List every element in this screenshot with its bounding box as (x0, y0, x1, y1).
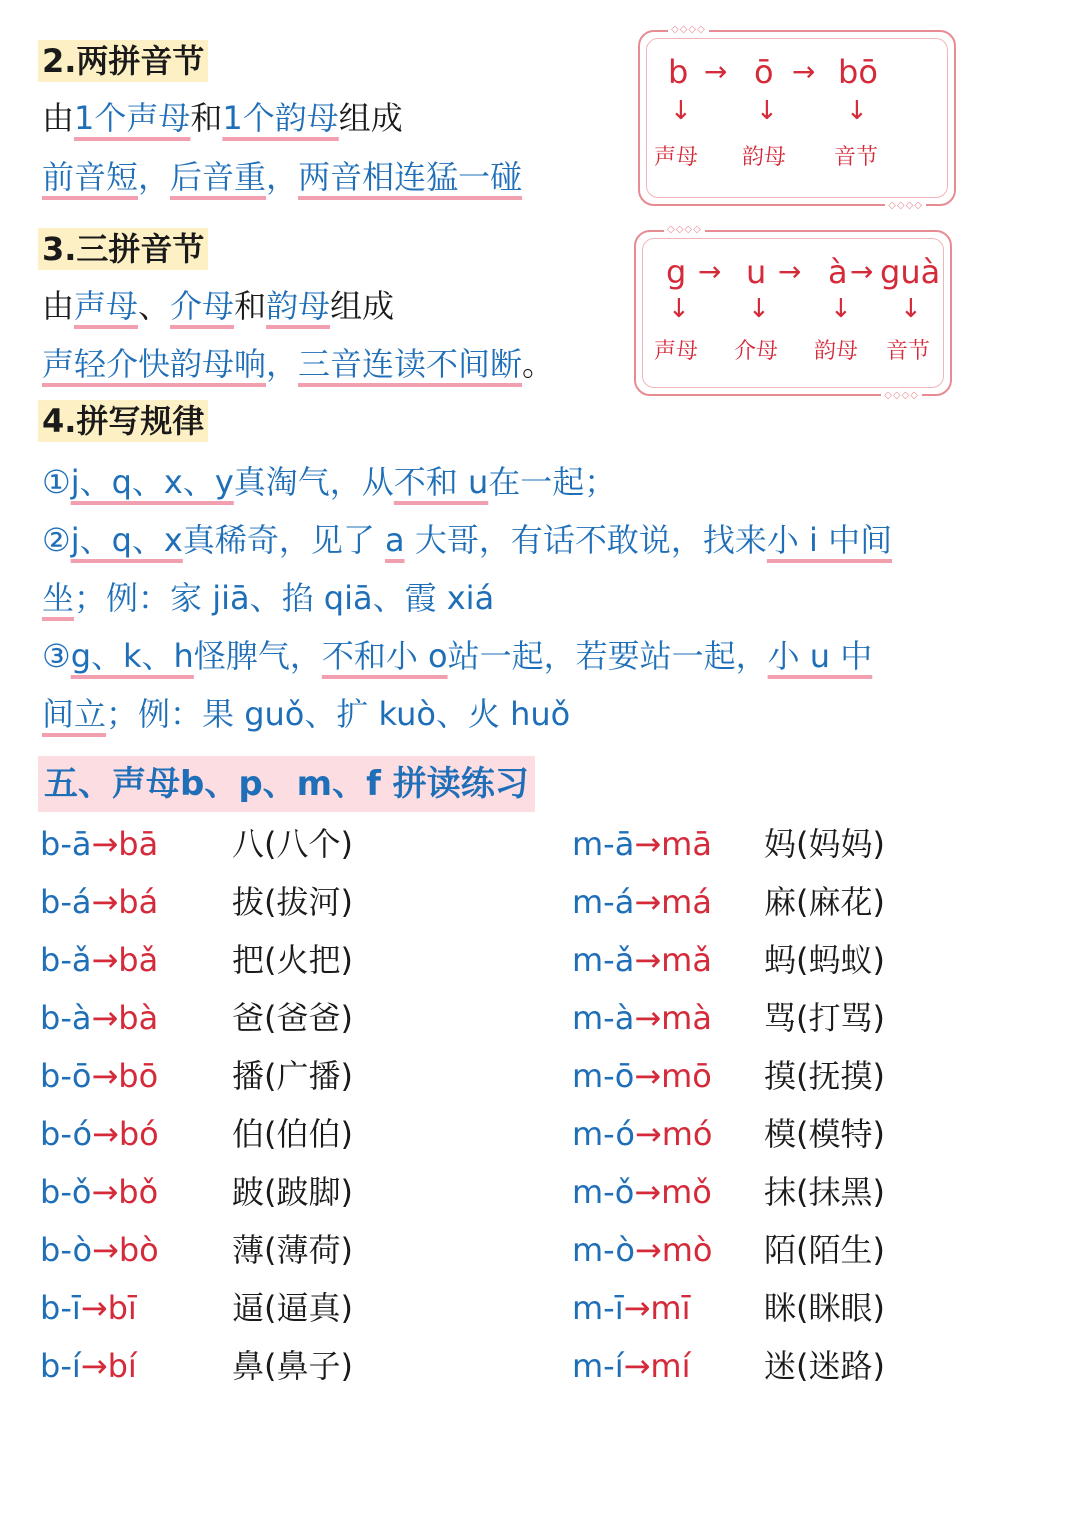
pinyin-final: ō (754, 53, 774, 91)
rule-2 (42, 518, 892, 562)
syllable: má (661, 883, 712, 921)
tone-final: -ō (60, 1057, 92, 1095)
initial: m (572, 941, 604, 979)
tone-final: -ǎ (603, 941, 635, 979)
text: 。 (522, 345, 555, 383)
initial: b (40, 825, 61, 863)
label-syllable: 音节 (886, 339, 931, 364)
highlight: 1个韵母 (222, 99, 339, 137)
tone-final: -ò (603, 1231, 635, 1269)
text: 和 (190, 99, 223, 137)
arrow-right-icon: → (634, 941, 662, 979)
arrow-right-icon: → (91, 883, 119, 921)
text: 真淘气，从 (233, 463, 394, 501)
highlight: 声母 (74, 287, 139, 325)
text: 怪脾气， (193, 637, 322, 675)
practice-word: 骂(打骂) (764, 999, 885, 1037)
initial: b (40, 883, 61, 921)
text: 、 (138, 287, 171, 325)
arrow-right-icon: → (91, 1057, 119, 1095)
rule-1 (42, 460, 616, 504)
tone-final: -ā (60, 825, 92, 863)
highlight: 小 u 中 (767, 637, 873, 675)
initial: b (40, 1289, 61, 1327)
initial: m (572, 1173, 604, 1211)
highlight: 间立 (42, 695, 107, 733)
text: 真稀奇，见了 (182, 521, 386, 559)
tone-final: -í (603, 1347, 624, 1385)
arrow-right-icon: → (634, 883, 662, 921)
arrow-right-icon: → (634, 1231, 662, 1269)
tone-final: -ǎ (60, 941, 92, 979)
text: 组成 (330, 287, 395, 325)
highlight: g、k、h (70, 637, 194, 675)
practice-word: 把(火把) (232, 941, 353, 979)
section-2-line-1 (42, 96, 403, 140)
arrow-down-icon: ↓ (668, 294, 690, 324)
arrow-right-icon: → (623, 1347, 651, 1385)
pinyin-medial: u (746, 253, 767, 291)
highlight: 前音短 (42, 158, 139, 196)
practice-pinyin (572, 1344, 690, 1388)
arrow-down-icon: ↓ (830, 294, 852, 324)
practice-pinyin (40, 1170, 158, 1214)
practice-pinyin (40, 996, 158, 1040)
highlight: 1个声母 (74, 99, 191, 137)
text: 站一起，若要站一起， (447, 637, 768, 675)
initial: m (572, 1231, 604, 1269)
text: 由 (42, 287, 75, 325)
highlight: j、q、x、y (70, 463, 234, 501)
practice-pinyin (40, 1286, 137, 1330)
arrow-right-icon: → (778, 255, 802, 288)
text: 在一起； (488, 463, 617, 501)
highlight: 不和 u (393, 463, 489, 501)
box-decoration: ◇◇◇◇ (885, 200, 926, 212)
highlight: 三音连读不间断 (298, 345, 523, 383)
syllable: mó (661, 1115, 713, 1153)
label-medial: 介母 (734, 339, 779, 364)
tone-final: -ò (60, 1231, 93, 1269)
tone-final: -ǒ (603, 1173, 635, 1211)
section-5-heading: 五、声母b、p、m、f 拼读练习 (38, 756, 535, 812)
practice-pinyin (572, 938, 712, 982)
arrow-down-icon: ↓ (756, 96, 778, 126)
highlight: j、q、x (70, 521, 183, 559)
section-2-line-2 (42, 155, 522, 199)
arrow-down-icon: ↓ (900, 294, 922, 324)
syllable: mǎ (661, 941, 712, 979)
arrow-right-icon: → (91, 941, 119, 979)
arrow-right-icon: → (634, 1173, 662, 1211)
box-decoration: ◇◇◇◇ (664, 224, 705, 236)
initial: m (572, 1289, 604, 1327)
pinyin-initial: g (666, 253, 687, 291)
initial: b (40, 1231, 61, 1269)
highlight: 介母 (170, 287, 235, 325)
text: 和 (234, 287, 267, 325)
arrow-right-icon: → (634, 999, 662, 1037)
label-final: 韵母 (742, 145, 787, 170)
practice-word: 爸(爸爸) (232, 999, 353, 1037)
practice-word: 蚂(蚂蚁) (764, 941, 885, 979)
section-3-line-2 (42, 342, 554, 386)
initial: m (572, 883, 604, 921)
label-initial: 声母 (654, 339, 699, 364)
practice-pinyin (572, 822, 712, 866)
rule-number: ① (42, 463, 71, 501)
highlight: 坐 (42, 579, 75, 617)
arrow-right-icon: → (92, 1115, 119, 1153)
initial: m (572, 825, 604, 863)
highlight: 两音相连猛一碰 (298, 158, 523, 196)
syllable: bà (118, 999, 159, 1037)
practice-pinyin (572, 996, 712, 1040)
practice-pinyin (572, 1170, 712, 1214)
practice-word: 鼻(鼻子) (232, 1347, 353, 1385)
practice-pinyin (40, 1344, 137, 1388)
pinyin-initial: b (668, 53, 689, 91)
practice-word: 逼(逼真) (232, 1289, 353, 1327)
text: 由 (42, 99, 75, 137)
arrow-right-icon: → (80, 1347, 108, 1385)
initial: b (40, 1347, 61, 1385)
syllable: bā (118, 825, 159, 863)
tone-final: -à (60, 999, 92, 1037)
practice-word: 播(广播) (232, 1057, 353, 1095)
syllable: mī (650, 1289, 691, 1327)
practice-pinyin (40, 1054, 158, 1098)
initial: m (572, 999, 604, 1037)
practice-word: 拔(拔河) (232, 883, 353, 921)
section-4-heading: 4.拼写规律 (38, 400, 208, 442)
arrow-down-icon: ↓ (748, 294, 770, 324)
rule-number: ③ (42, 637, 71, 675)
practice-pinyin (572, 1054, 712, 1098)
arrow-right-icon: → (623, 1289, 651, 1327)
arrow-right-icon: → (91, 999, 119, 1037)
practice-pinyin (40, 822, 158, 866)
practice-pinyin (572, 1228, 712, 1272)
syllable: bó (118, 1115, 159, 1153)
practice-word: 伯(伯伯) (232, 1115, 353, 1153)
syllable: mí (650, 1347, 691, 1385)
initial: b (40, 941, 61, 979)
rule-number: ② (42, 521, 71, 559)
pinyin-syllable: bō (838, 53, 878, 91)
practice-pinyin (40, 1112, 159, 1156)
tone-final: -ī (60, 1289, 81, 1327)
practice-word: 妈(妈妈) (764, 825, 885, 863)
pinyin-final: à (828, 253, 848, 291)
arrow-right-icon: → (91, 825, 119, 863)
label-syllable: 音节 (834, 145, 879, 170)
highlight: 不和小 o (321, 637, 448, 675)
practice-word: 眯(眯眼) (764, 1289, 885, 1327)
initial: b (40, 1057, 61, 1095)
syllable: bí (107, 1347, 137, 1385)
initial: m (572, 1347, 604, 1385)
practice-pinyin (572, 1286, 690, 1330)
arrow-right-icon: → (850, 255, 874, 288)
tone-final: -à (603, 999, 635, 1037)
arrow-right-icon: → (698, 255, 722, 288)
tone-final: -á (603, 883, 635, 921)
practice-word: 迷(迷路) (764, 1347, 885, 1385)
syllable: bǒ (118, 1173, 159, 1211)
arrow-right-icon: → (634, 825, 662, 863)
three-syllable-diagram-box (634, 224, 952, 401)
text: 大哥，有话不敢说，找来 (404, 521, 767, 559)
syllable: mò (661, 1231, 713, 1269)
pinyin-syllable: guà (880, 253, 941, 291)
practice-pinyin (572, 880, 712, 924)
syllable: bǎ (118, 941, 159, 979)
highlight: 韵母 (266, 287, 331, 325)
box-decoration: ◇◇◇◇ (668, 24, 709, 36)
arrow-down-icon: ↓ (670, 96, 692, 126)
initial: m (572, 1115, 604, 1153)
practice-word: 抹(抹黑) (764, 1173, 885, 1211)
tone-final: -ī (603, 1289, 624, 1327)
practice-word: 摸(抚摸) (764, 1057, 885, 1095)
highlight: 后音重 (170, 158, 267, 196)
practice-word: 跛(跛脚) (232, 1173, 353, 1211)
text: ， (266, 158, 299, 196)
practice-pinyin (40, 938, 158, 982)
tone-final: -á (60, 883, 92, 921)
text: ， (266, 345, 299, 383)
highlight: 声轻介快韵母响 (42, 345, 267, 383)
arrow-right-icon: → (634, 1115, 662, 1153)
tone-final: -ā (603, 825, 635, 863)
syllable: bō (118, 1057, 159, 1095)
tone-final: -ō (603, 1057, 635, 1095)
text: 组成 (338, 99, 403, 137)
practice-pinyin (40, 880, 158, 924)
syllable: mǒ (661, 1173, 712, 1211)
practice-word: 薄(薄荷) (232, 1231, 353, 1269)
practice-word: 模(模特) (764, 1115, 885, 1153)
syllable: mō (661, 1057, 712, 1095)
highlight: a (385, 521, 405, 559)
label-initial: 声母 (654, 145, 699, 170)
initial: b (40, 1115, 61, 1153)
practice-pinyin (40, 1228, 159, 1272)
tone-final: -ó (60, 1115, 93, 1153)
rule-3-continued (42, 692, 570, 736)
initial: b (40, 1173, 61, 1211)
practice-word: 八(八个) (232, 825, 353, 863)
tone-final: -í (60, 1347, 81, 1385)
rule-2-continued (42, 576, 494, 620)
initial: b (40, 999, 61, 1037)
arrow-right-icon: → (91, 1173, 119, 1211)
arrow-right-icon: → (792, 55, 816, 88)
tone-final: -ǒ (60, 1173, 92, 1211)
text: ；例：果 guǒ、扩 kuò、火 huǒ (106, 695, 571, 733)
arrow-right-icon: → (80, 1289, 108, 1327)
arrow-right-icon: → (704, 55, 728, 88)
label-final: 韵母 (814, 339, 859, 364)
syllable: bò (118, 1231, 159, 1269)
rule-3 (42, 634, 872, 678)
practice-pinyin (572, 1112, 712, 1156)
text: ， (138, 158, 171, 196)
section-3-line-1 (42, 284, 394, 328)
syllable: mà (661, 999, 712, 1037)
syllable: mā (661, 825, 712, 863)
section-3-heading: 3.三拼音节 (38, 228, 208, 270)
two-syllable-diagram-box (638, 24, 956, 211)
arrow-right-icon: → (92, 1231, 119, 1269)
tone-final: -ó (603, 1115, 635, 1153)
text: ；例：家 jiā、掐 qiā、霞 xiá (74, 579, 495, 617)
initial: m (572, 1057, 604, 1095)
highlight: 小 i 中间 (766, 521, 893, 559)
box-decoration: ◇◇◇◇ (881, 390, 922, 402)
syllable: bá (118, 883, 159, 921)
arrow-down-icon: ↓ (846, 96, 868, 126)
arrow-right-icon: → (634, 1057, 662, 1095)
practice-word: 陌(陌生) (764, 1231, 885, 1269)
syllable: bī (107, 1289, 137, 1327)
practice-word: 麻(麻花) (764, 883, 885, 921)
section-2-heading: 2.两拼音节 (38, 40, 208, 82)
